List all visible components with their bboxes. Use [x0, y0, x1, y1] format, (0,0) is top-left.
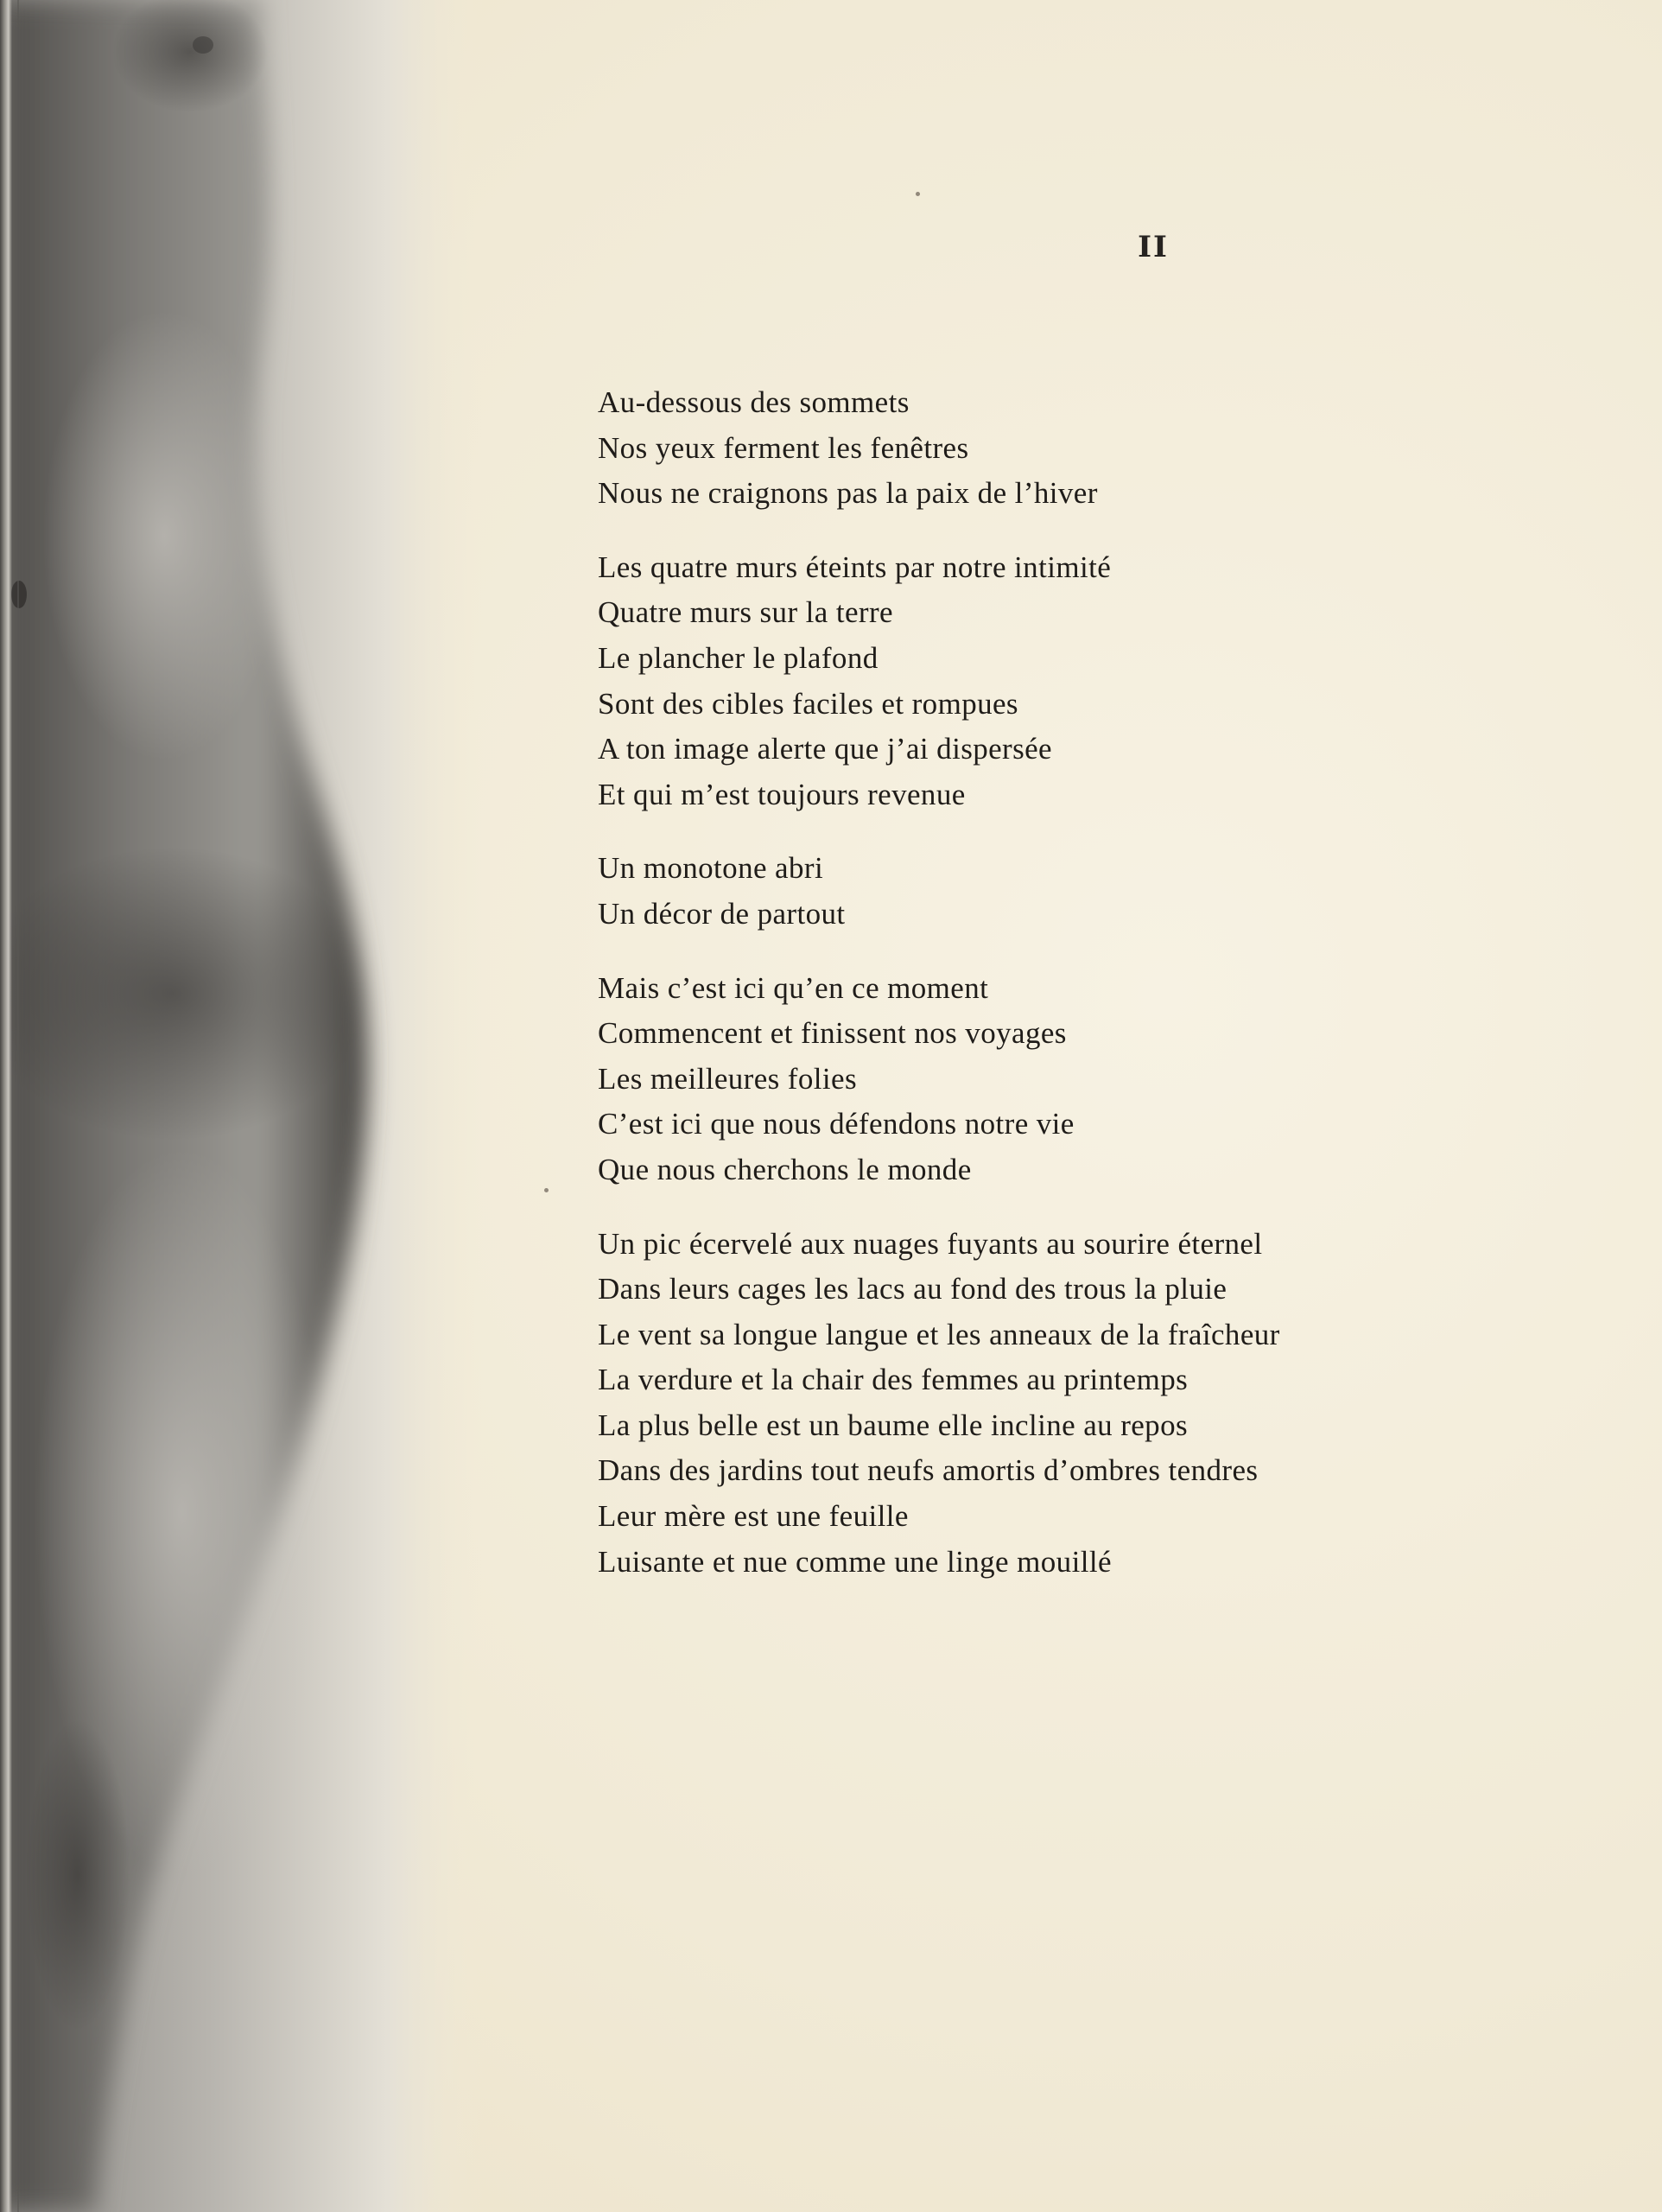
poem-line: Nos yeux ferment les fenêtres [598, 430, 969, 465]
poem [598, 380, 1617, 1613]
stanza [598, 545, 1617, 818]
poem-line: Mais c’est ici qu’en ce moment [598, 970, 989, 1005]
photograph-plate [0, 0, 484, 2212]
paper-speck [916, 192, 920, 196]
section-number: II [1138, 230, 1169, 264]
poem-line: Un monotone abri [598, 851, 824, 886]
poem-line: Leur mère est une feuille [598, 1499, 909, 1534]
poem-line: Nous ne craignons pas la paix de l’hiver [598, 476, 1098, 511]
stanza [598, 380, 1617, 517]
paper-speck [544, 1188, 549, 1192]
poem-line: Commencent et finissent nos voyages [598, 1016, 1067, 1051]
poem-line: A ton image alerte que j’ai dispersée [598, 732, 1052, 766]
book-spine-edge [0, 0, 12, 2212]
poem-line: C’est ici que nous défendons notre vie [598, 1107, 1075, 1141]
poem-line: La verdure et la chair des femmes au printemps [598, 1363, 1189, 1397]
stanza [598, 966, 1617, 1193]
poem-line: La plus belle est un baume elle incline au repos [598, 1408, 1189, 1442]
poem-line: Sont des cibles faciles et rompues [598, 686, 1018, 721]
stanza [598, 1222, 1617, 1586]
poem-line: Dans des jardins tout neufs amortis d’ombres tendres [598, 1453, 1259, 1488]
poem-line: Les quatre murs éteints par notre intimité [598, 550, 1112, 584]
poem-line: Un décor de partout [598, 896, 846, 931]
poem-line: Et qui m’est toujours revenue [598, 777, 966, 811]
poem-line: Luisante et nue comme une linge mouillé [598, 1544, 1112, 1579]
poem-line: Au-dessous des sommets [598, 385, 910, 419]
poem-line: Un pic écervelé aux nuages fuyants au sourire éternel [598, 1226, 1263, 1261]
poem-line: Le plancher le plafond [598, 640, 879, 675]
poem-line: Dans leurs cages les lacs au fond des trous la pluie [598, 1272, 1227, 1306]
book-spine-line [17, 0, 19, 2212]
poem-line: Le vent sa longue langue et les anneaux de la fraîcheur [598, 1317, 1280, 1351]
poem-line: Les meilleures folies [598, 1061, 857, 1096]
poem-line: Que nous cherchons le monde [598, 1152, 972, 1186]
poem-line: Quatre murs sur la terre [598, 595, 893, 630]
stanza [598, 846, 1617, 937]
